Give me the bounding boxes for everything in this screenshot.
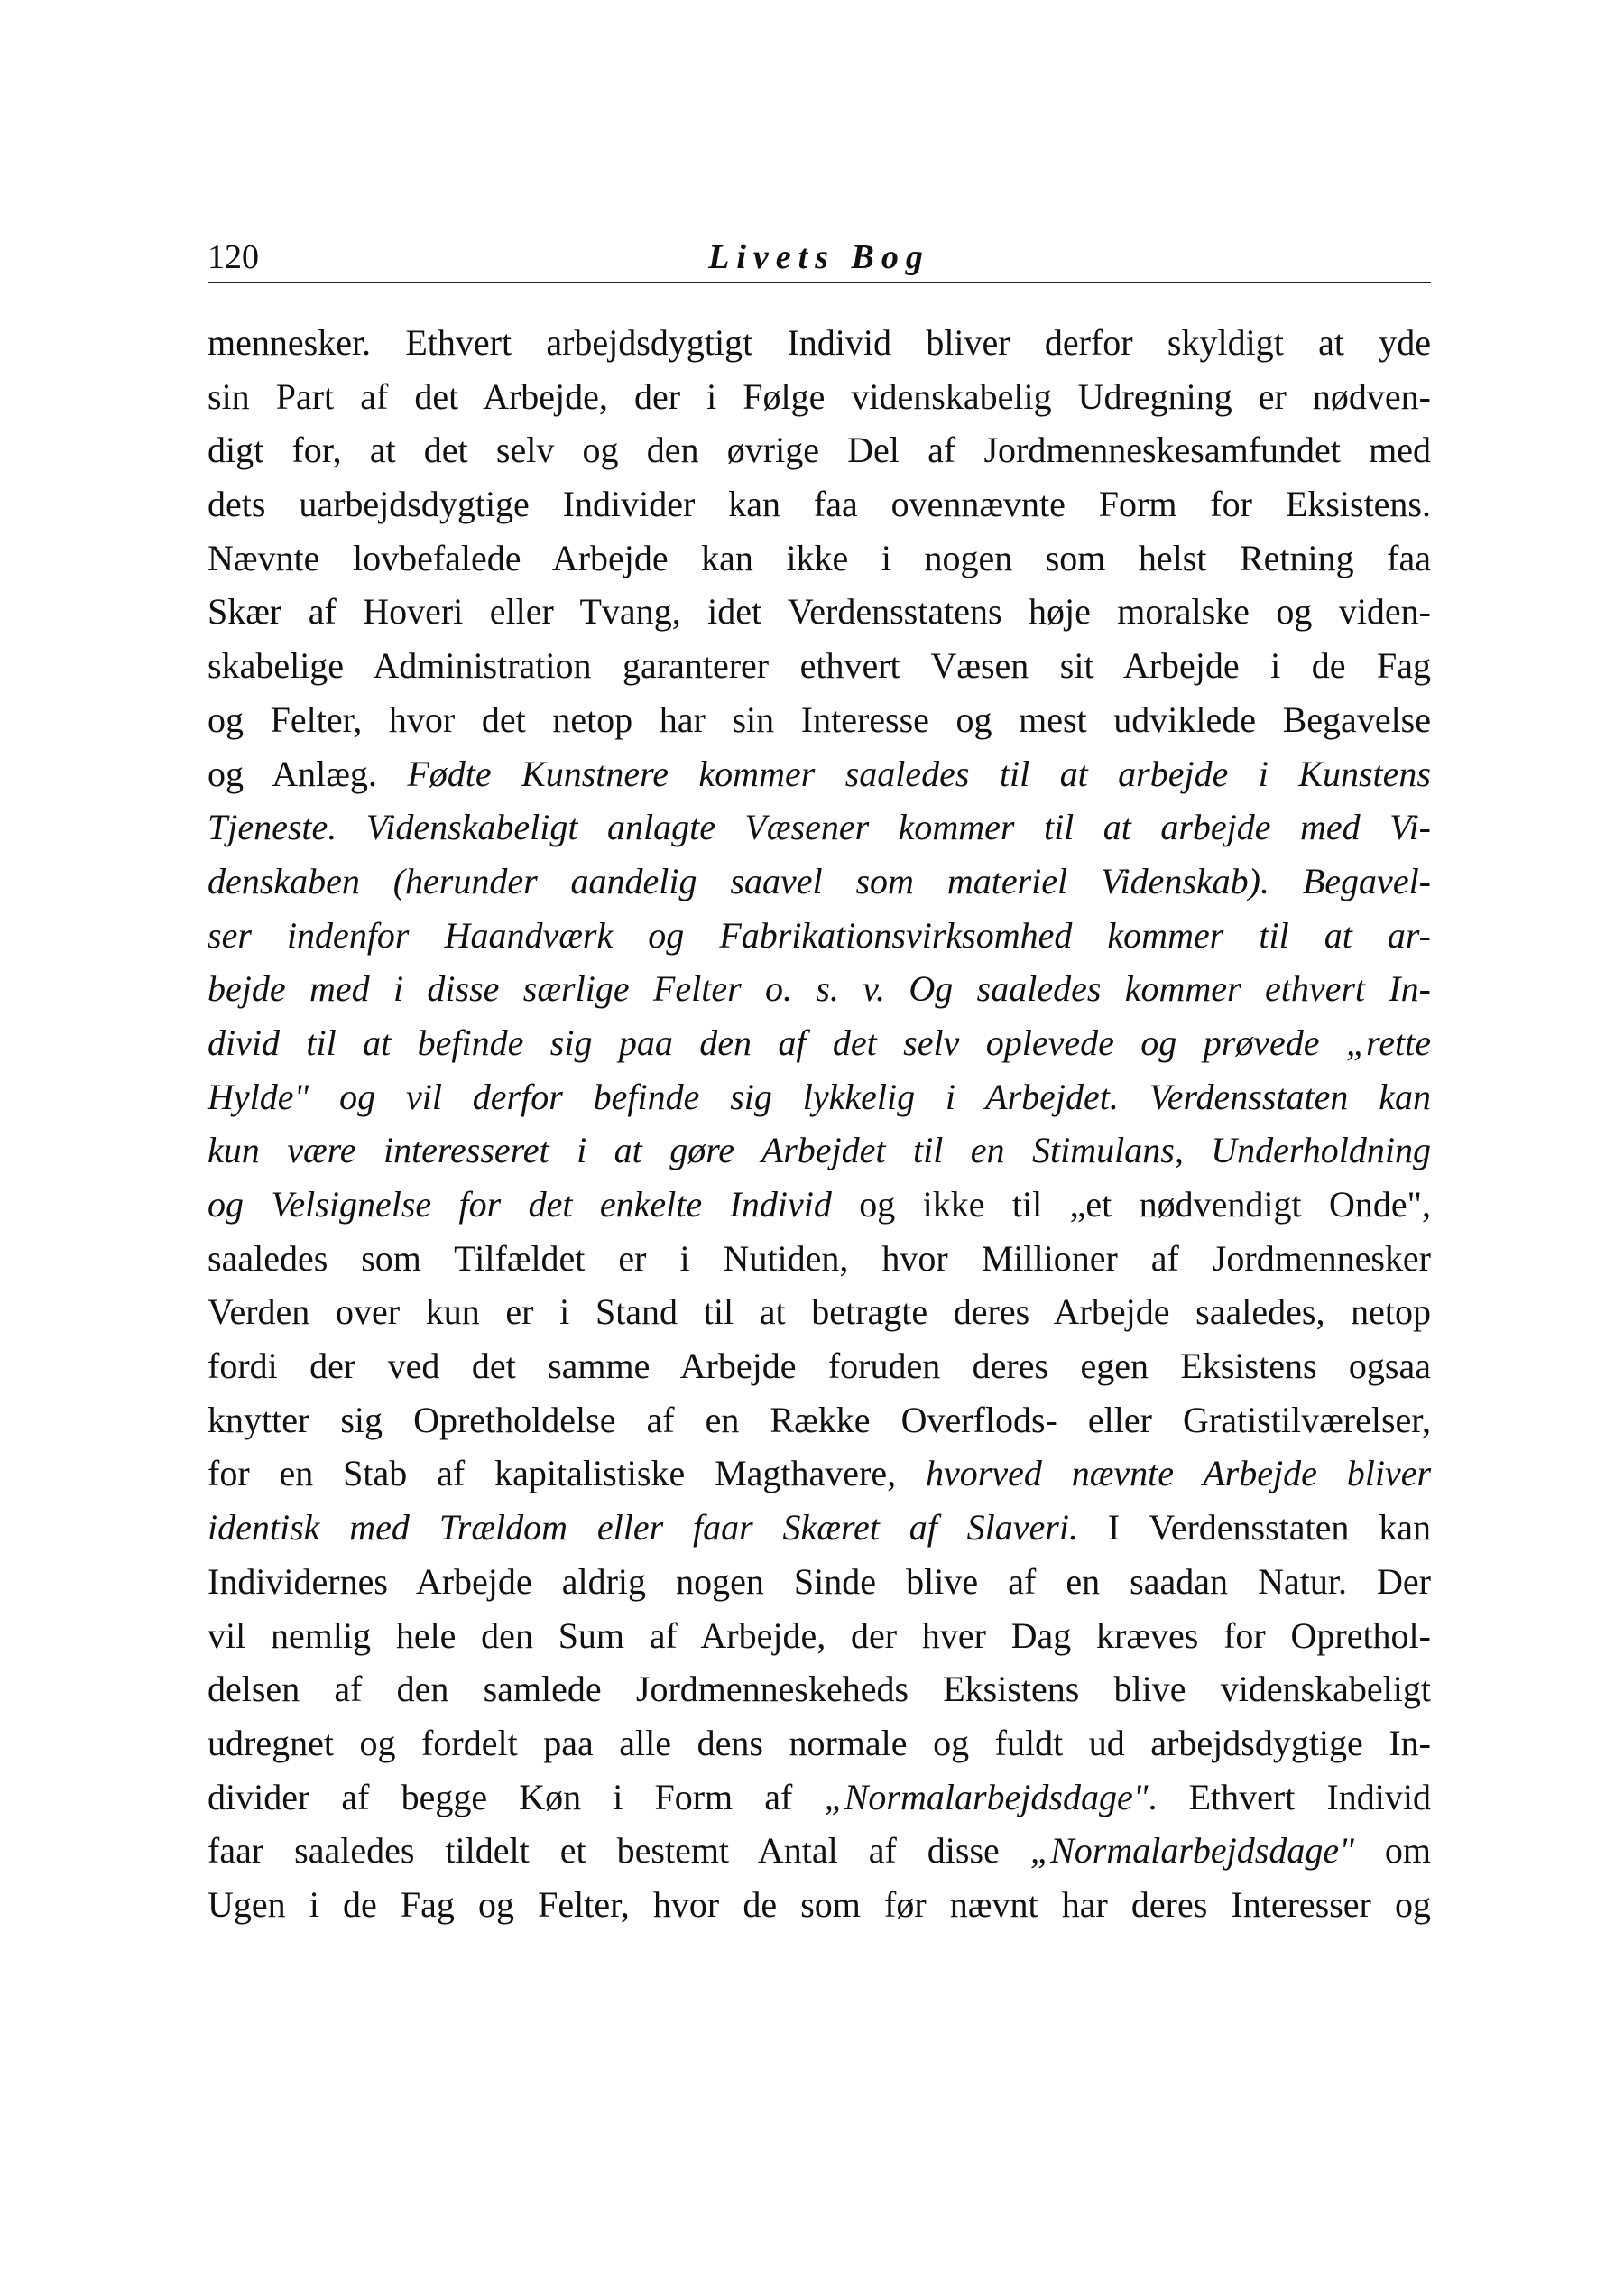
text-line [208,1501,1431,1555]
text-segment: Skær af Hoveri eller Tvang, idet Verdensstatens høje moralske og viden- [208,591,1431,633]
text-line [208,1609,1431,1663]
text-line [208,1123,1431,1178]
text-line [208,800,1431,855]
text-segment: og Anlæg. [208,753,408,794]
text-segment: saaledes som Tilfældet er i Nutiden, hvor Millioner af Jordmennesker [208,1237,1431,1279]
italic-text-segment: denskaben (herunder aandelig saavel som materiel Videnskab). Begavel- [208,860,1431,901]
text-line [208,1555,1431,1609]
text-line [208,1393,1431,1447]
italic-text-segment: divid til at befinde sig paa den af det selv oplevede og prøvede „rette [208,1022,1431,1063]
italic-text-segment: identisk med Trældom eller faar Skæret af Slaveri. [208,1507,1078,1549]
text-segment: skabelige Administration garanterer ethvert Væsen sit Arbejde i de Fag [208,645,1431,687]
running-header [208,236,1431,283]
text-segment: for en Stab af kapitalistiske Magthavere, [208,1453,927,1494]
text-line [208,1232,1431,1286]
text-segment: Individernes Arbejde aldrig nogen Sinde blive af en saadan Natur. Der [208,1560,1431,1602]
text-segment: om [1353,1830,1431,1872]
italic-text-segment: „Normalarbejdsdage" [824,1776,1149,1817]
text-segment: digt for, at det selv og den øvrige Del af Jordmenneskesamfundet med [208,430,1431,471]
text-segment: knytter sig Opretholdelse af en Række Overflods- eller Gratistilværelser, [208,1399,1431,1440]
text-segment: Ugen i de Fag og Felter, hvor de som før nævnt har deres Interesser og [208,1883,1431,1925]
italic-text-segment: ser indenfor Haandværk og Fabrikationsvirksomhed kommer til at ar- [208,914,1431,956]
text-line [208,316,1431,370]
text-line [208,1716,1431,1771]
text-segment: . Ethvert Individ [1148,1776,1432,1817]
text-segment: mennesker. Ethvert arbejdsdygtigt Individ bliver derfor skyldigt at yde [208,322,1431,363]
text-line [208,1878,1431,1932]
text-line [208,1339,1431,1393]
text-line [208,1070,1431,1124]
text-line [208,423,1431,477]
text-segment: I Verdensstaten kan [1077,1507,1431,1549]
text-segment: Verden over kun er i Stand til at betragte deres Arbejde saaledes, netop [208,1291,1431,1333]
italic-text-segment: Fødte Kunstnere kommer saaledes til at arbejde i Kunstens [407,753,1431,794]
text-line [208,532,1431,586]
text-line [208,585,1431,639]
italic-text-segment: hvorved nævnte Arbejde bliver [926,1453,1432,1494]
text-segment: udregnet og fordelt paa alle dens normale og fuldt ud arbejdsdygtige In- [208,1722,1431,1763]
text-line [208,1447,1431,1501]
text-line [208,639,1431,693]
italic-text-segment: „Normalarbejdsdage" [1029,1830,1354,1872]
text-segment: fordi der ved det samme Arbejde foruden deres egen Eksistens ogsaa [208,1345,1431,1387]
text-line [208,855,1431,909]
text-line [208,1662,1431,1716]
text-segment: vil nemlig hele den Sum af Arbejde, der hver Dag kræves for Oprethol- [208,1614,1431,1656]
text-line [208,747,1431,801]
text-line [208,1285,1431,1339]
running-title: Livets Bog [708,238,930,276]
text-segment: dets uarbejdsdygtige Individer kan faa ovennævnte Form for Eksistens. [208,484,1431,525]
text-segment: divider af begge Køn i Form af [208,1776,825,1817]
text-line [208,1771,1431,1825]
text-segment: faar saaledes tildelt et bestemt Antal af disse [208,1830,1030,1872]
text-line [208,477,1431,532]
text-segment: Nævnte lovbefalede Arbejde kan ikke i nogen som helst Retning faa [208,537,1431,578]
body-text [208,316,1431,1932]
text-segment: delsen af den samlede Jordmenneskeheds Eksistens blive videnskabeligt [208,1669,1431,1710]
text-line [208,1016,1431,1070]
text-line [208,693,1431,747]
text-line [208,1178,1431,1232]
text-line [208,909,1431,963]
page-number: 120 [208,238,259,276]
italic-text-segment: Hylde" og vil derfor befinde sig lykkelig i Arbejdet. Verdensstaten kan [208,1076,1431,1117]
text-line [208,962,1431,1016]
italic-text-segment: kun være interesseret i at gøre Arbejdet til en Stimulans, Underholdning [208,1130,1431,1171]
italic-text-segment: bejde med i disse særlige Felter o. s. v. Og saaledes kommer ethvert In- [208,968,1431,1010]
text-line [208,1824,1431,1878]
text-segment: og Felter, hvor det netop har sin Interesse og mest udviklede Begavelse [208,698,1431,740]
text-line [208,370,1431,424]
text-segment: og ikke til „et nødvendigt Onde", [831,1184,1432,1225]
italic-text-segment: Tjeneste. Videnskabeligt anlagte Væsener kommer til at arbejde med Vi- [208,807,1431,848]
text-segment: sin Part af det Arbejde, der i Følge videnskabelig Udregning er nødven- [208,375,1431,417]
italic-text-segment: og Velsignelse for det enkelte Individ [208,1184,832,1225]
